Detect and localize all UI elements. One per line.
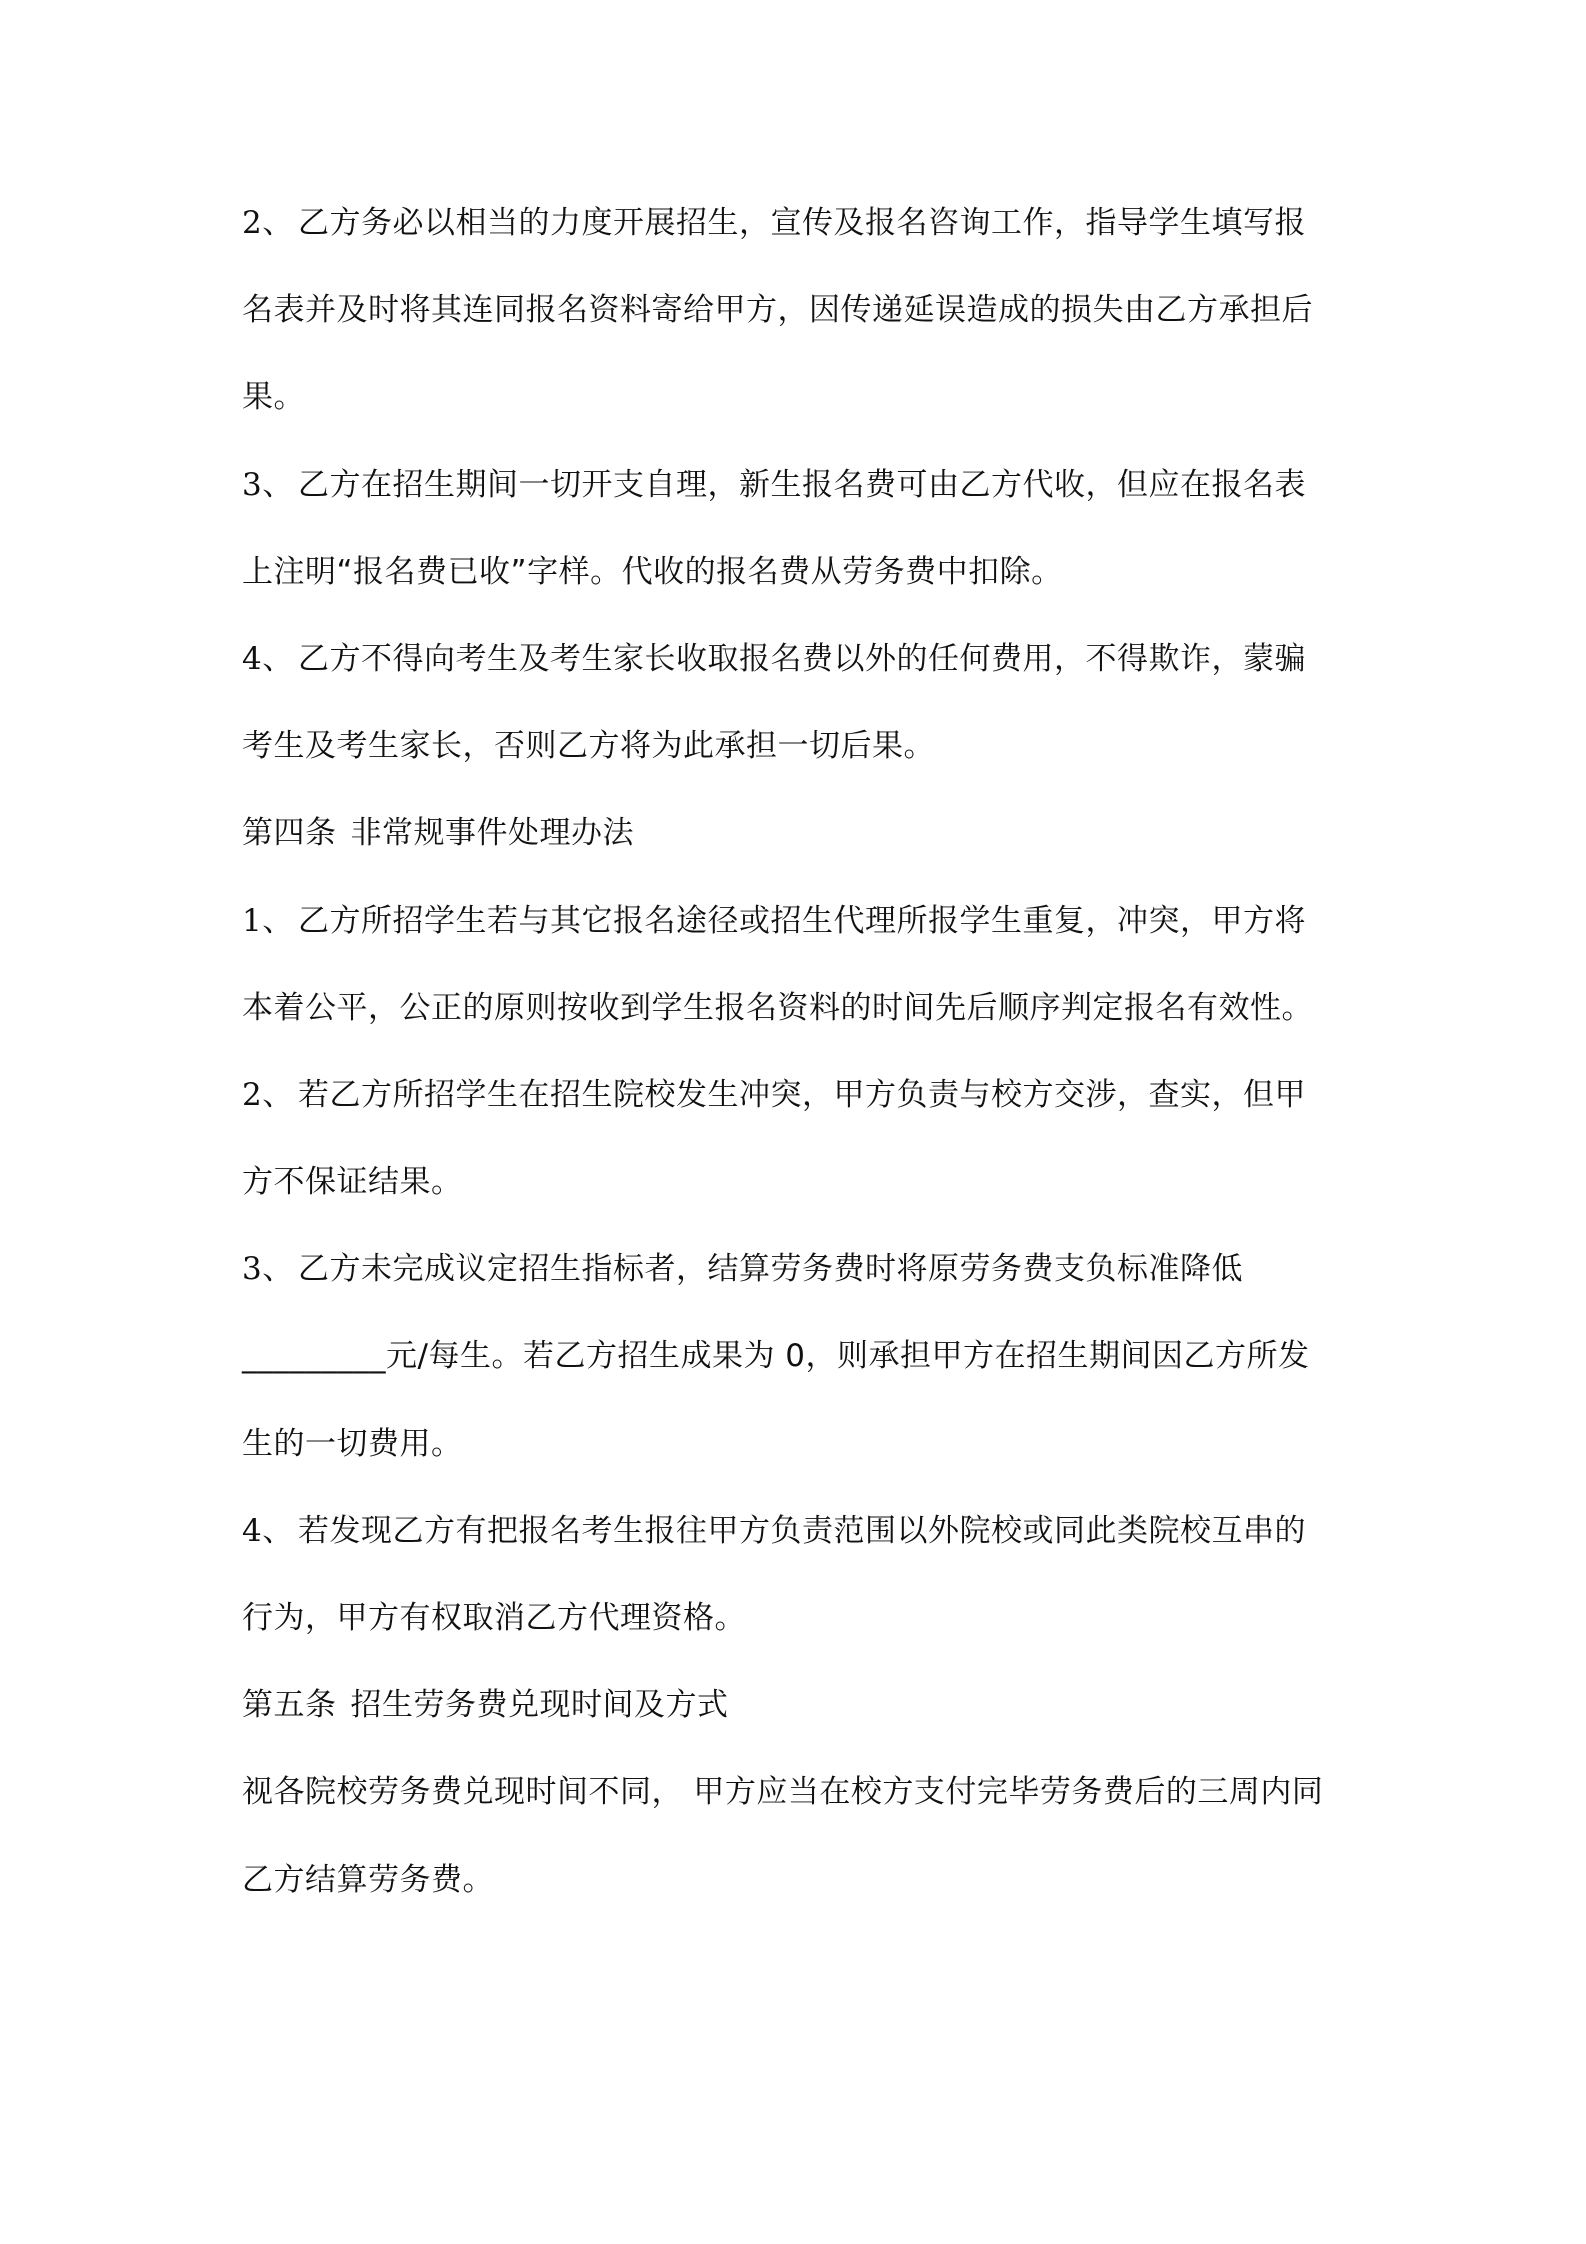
section-heading	[242, 1662, 1362, 1749]
line-text: 视各院校劳务费兑现时间不同， 甲方应当在校方支付完毕劳务费后的三周内同	[242, 1774, 1324, 1811]
paragraph-line	[242, 1749, 1362, 1836]
paragraph-line	[242, 180, 1362, 267]
item-number: 1、	[242, 902, 294, 939]
paragraph-line	[242, 878, 1362, 965]
paragraph-line	[242, 354, 1362, 441]
paragraph-line	[242, 1488, 1362, 1575]
line-text: 乙方不得向考生及考生家长收取报名费以外的任何费用，不得欺诈，蒙骗	[298, 640, 1306, 677]
line-text: 本着公平，公正的原则按收到学生报名资料的时间先后顺序判定报名有效性。	[242, 989, 1313, 1026]
item-number: 3、	[242, 1251, 294, 1288]
line-text: 上注明“报名费已收”字样。代收的报名费从劳务费中扣除。	[242, 553, 1063, 590]
line-text: 行为，甲方有权取消乙方代理资格。	[242, 1600, 746, 1636]
section-heading	[242, 790, 1362, 877]
item-number: 2、	[242, 1076, 294, 1113]
paragraph-line	[242, 1226, 1362, 1313]
paragraph-line	[242, 703, 1362, 790]
line-text: 考生及考生家长，否则乙方将为此承担一切后果。	[242, 728, 935, 765]
paragraph-line	[242, 1139, 1362, 1226]
section-title: 非常规事件处理办法	[350, 815, 634, 852]
line-text: 若乙方所招学生在招生院校发生冲突，甲方负责与校方交涉，查实，但甲	[298, 1076, 1306, 1113]
item-number: 4、	[242, 640, 294, 677]
section-number: 第五条	[242, 1687, 337, 1724]
paragraph-line	[242, 1575, 1362, 1662]
paragraph-line	[242, 1313, 1362, 1400]
item-number: 3、	[242, 466, 294, 503]
line-text: 名表并及时将其连同报名资料寄给甲方，因传递延误造成的损失由乙方承担后	[242, 292, 1313, 329]
paragraph-line	[242, 442, 1362, 529]
section-number: 第四条	[242, 815, 337, 852]
paragraph-line	[242, 267, 1362, 354]
document-body	[242, 180, 1362, 1924]
paragraph-line	[242, 1837, 1362, 1924]
paragraph-line	[242, 1052, 1362, 1139]
line-text: _________元/每生。若乙方招生成果为 0，则承担甲方在招生期间因乙方所发	[242, 1338, 1310, 1375]
line-text: 果。	[242, 379, 305, 416]
line-text: 乙方所招学生若与其它报名途径或招生代理所报学生重复，冲突，甲方将	[298, 902, 1306, 939]
section-title: 招生劳务费兑现时间及方式	[350, 1687, 729, 1724]
item-number: 4、	[242, 1512, 294, 1549]
item-number: 2、	[242, 205, 294, 241]
line-text: 若发现乙方有把报名考生报往甲方负责范围以外院校或同此类院校互串的	[298, 1512, 1306, 1549]
paragraph-line	[242, 965, 1362, 1052]
paragraph-line	[242, 616, 1362, 703]
paragraph-line	[242, 529, 1362, 616]
line-text: 乙方未完成议定招生指标者，结算劳务费时将原劳务费支负标准降低	[298, 1251, 1243, 1288]
line-text: 乙方结算劳务费。	[242, 1861, 494, 1898]
line-text: 乙方务必以相当的力度开展招生，宣传及报名咨询工作，指导学生填写报	[298, 205, 1306, 241]
line-text: 生的一切费用。	[242, 1425, 463, 1462]
paragraph-line	[242, 1401, 1362, 1488]
line-text: 方不保证结果。	[242, 1164, 463, 1201]
line-text: 乙方在招生期间一切开支自理，新生报名费可由乙方代收，但应在报名表	[298, 466, 1306, 503]
